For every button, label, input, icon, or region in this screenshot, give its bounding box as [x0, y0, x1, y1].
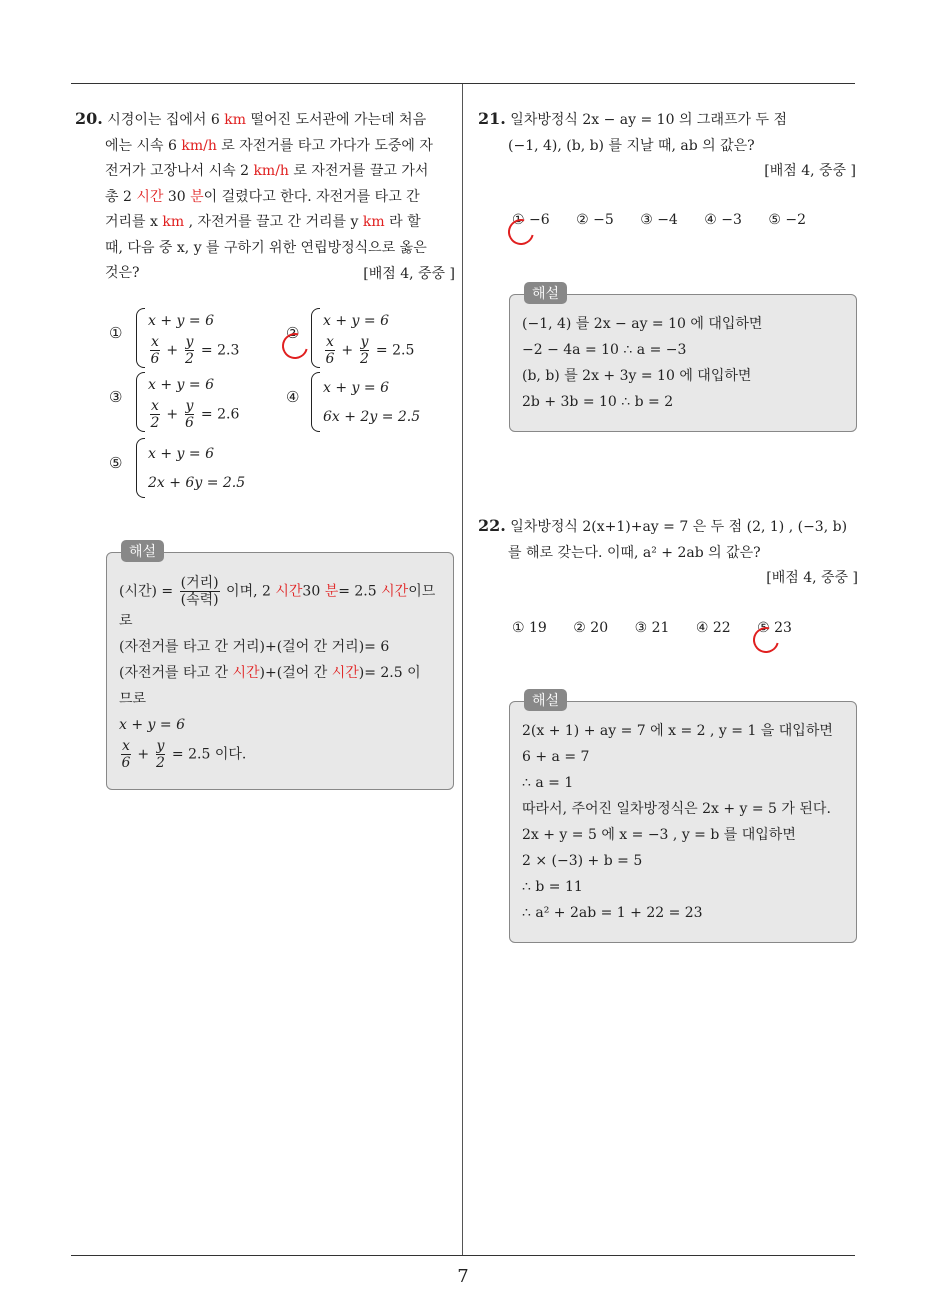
sol-line-7: $\frac{x}{6}$ + $\frac{y}{2}$ = 2.5 이다. — [121, 738, 247, 771]
q22-number: 22. — [478, 516, 506, 535]
sol-line-7: ∴ b = 11 — [522, 879, 583, 895]
q20-text-line: 거리를 x km , 자전거를 끌고 간 거리를 y km 라 할 — [105, 214, 421, 230]
sol-line-2: 6 + a = 7 — [522, 749, 590, 765]
sol-line-2: −2 − 4a = 10 ∴ a = −3 — [522, 342, 687, 358]
q20-solution-box — [106, 544, 454, 790]
q22-solution-box — [509, 693, 857, 943]
q20-choice-3-label[interactable]: ③ — [109, 388, 123, 406]
eq-2: $\frac{x}{2}$ + $\frac{y}{6}$ = 2.6 — [150, 398, 240, 431]
q21-text-2: (−1, 4), (b, b) 를 지날 때, ab 의 값은? — [508, 137, 755, 154]
sol-line-1: (−1, 4) 를 2x − ay = 10 에 대입하면 — [522, 316, 763, 332]
brace — [136, 438, 145, 498]
brace — [136, 372, 145, 432]
equations — [323, 308, 414, 367]
q21-number: 21. — [478, 109, 506, 128]
eq-1: x + y = 6 — [148, 313, 214, 329]
q20-choice-4-label[interactable]: ④ — [286, 388, 300, 406]
q21-choice-5[interactable]: ⑤ −2 — [768, 212, 807, 228]
sol-line-5: 므로 — [119, 691, 147, 707]
solution-tag: 해설 — [524, 282, 567, 304]
top-rule — [71, 83, 855, 84]
eq-1: x + y = 6 — [323, 380, 389, 396]
solution-tag: 해설 — [121, 540, 164, 562]
q22-score: [배점 4, 중중 ] — [766, 570, 858, 586]
sol-line-4: 2b + 3b = 10 ∴ b = 2 — [522, 394, 674, 410]
eq-1: x + y = 6 — [323, 313, 389, 329]
sol-line-4: 따라서, 주어진 일차방정식은 2x + y = 5 가 된다. — [522, 801, 831, 817]
q20-choice-5[interactable] — [136, 438, 256, 498]
eq-1: x + y = 6 — [148, 377, 214, 393]
eq-2: $\frac{x}{6}$ + $\frac{y}{2}$ = 2.5 — [325, 334, 415, 367]
q21-choice-3[interactable]: ③ −4 — [640, 212, 678, 228]
q20-text: 시경이는 집에서 6 km 떨어진 도서관에 가는데 처음 — [107, 112, 427, 128]
q20-number: 20. — [75, 109, 103, 128]
equations — [148, 372, 239, 431]
q21-solution-body — [522, 311, 846, 415]
q22-choice-2[interactable]: ② 20 — [573, 620, 609, 636]
page-number: 7 — [457, 1266, 469, 1287]
sol-line-2: 로 — [119, 613, 133, 629]
solution-tag: 해설 — [524, 689, 567, 711]
sol-line-6: x + y = 6 — [119, 717, 185, 733]
q20-text-line: 에는 시속 6 km/h 로 자전거를 타고 가다가 도중에 자 — [105, 137, 433, 154]
question-20 — [75, 106, 455, 287]
q20-choice-1[interactable] — [136, 308, 256, 368]
eq-2: 2x + 6y = 2.5 — [148, 475, 246, 491]
q20-score: [배점 4, 중중 ] — [363, 265, 455, 282]
q22-choice-4[interactable]: ④ 22 — [695, 620, 731, 636]
eq-2: 6x + 2y = 2.5 — [323, 409, 421, 425]
sol-line-3: (b, b) 를 2x + 3y = 10 에 대입하면 — [522, 368, 752, 384]
q22-choices — [512, 620, 814, 636]
sol-line-1: 2(x + 1) + ay = 7 에 x = 2 , y = 1 을 대입하면 — [522, 723, 833, 739]
equations — [148, 438, 245, 496]
question-21 — [478, 106, 856, 185]
q21-choices — [512, 212, 828, 228]
column-divider — [462, 84, 463, 1256]
q20-choice-2-label[interactable]: ② — [286, 324, 300, 342]
q20-choice-5-label[interactable]: ⑤ — [109, 454, 123, 472]
q22-line-1 — [478, 513, 858, 541]
bottom-rule — [71, 1255, 855, 1256]
q21-solution-box — [509, 286, 857, 432]
q20-text-line: 총 2 시간 30 분이 걸렸다고 한다. 자전거를 타고 간 — [105, 188, 420, 205]
sol-line-3: (자전거를 타고 간 거리)+(걸어 간 거리)= 6 — [119, 639, 390, 655]
sol-line-1: (시간) = $\frac{\text{(거리)}}{\text{(속력)}}$ 이며, 2 시간30 분= 2.5 시간이므 — [119, 575, 436, 608]
equations — [323, 372, 420, 430]
brace — [311, 308, 320, 368]
q21-choice-1[interactable]: ① −6 — [512, 212, 550, 228]
q22-choice-5[interactable]: ⑤ 23 — [757, 620, 792, 636]
sol-line-3: ∴ a = 1 — [522, 775, 574, 791]
q22-choice-1[interactable]: ① 19 — [512, 620, 547, 636]
q22-text-1: 일차방정식 2(x+1)+ay = 7 은 두 점 (2, 1) , (−3, b) — [510, 519, 848, 535]
sol-line-5: 2x + y = 5 에 x = −3 , y = b 를 대입하면 — [522, 827, 796, 843]
equations — [148, 308, 239, 367]
sol-line-6: 2 × (−3) + b = 5 — [522, 853, 643, 869]
q20-solution-body — [119, 575, 443, 771]
q22-choice-3[interactable]: ③ 21 — [634, 620, 670, 636]
q20-choice-2[interactable] — [311, 308, 431, 368]
q20-text-line: 전거가 고장나서 시속 2 km/h 로 자전거를 끌고 가서 — [105, 163, 429, 179]
q20-choice-4[interactable] — [311, 372, 431, 432]
q22-text-2: 를 해로 갖는다. 이때, a² + 2ab 의 값은? — [508, 544, 761, 561]
q22-solution-body — [522, 718, 846, 926]
sol-line-8: ∴ a² + 2ab = 1 + 22 = 23 — [522, 905, 703, 921]
q20-choice-3[interactable] — [136, 372, 256, 432]
q21-text-1: 일차방정식 2x − ay = 10 의 그래프가 두 점 — [510, 112, 787, 128]
question-22 — [478, 513, 858, 592]
q20-text-line: 때, 다음 중 x, y 를 구하기 위한 연립방정식으로 옳은 — [105, 239, 427, 256]
eq-2: $\frac{x}{6}$ + $\frac{y}{2}$ = 2.3 — [150, 334, 240, 367]
q21-choice-4[interactable]: ④ −3 — [704, 212, 742, 228]
eq-1: x + y = 6 — [148, 446, 214, 462]
q21-line-1 — [478, 106, 856, 134]
brace — [136, 308, 145, 368]
q20-text-line: 것은? — [105, 265, 140, 281]
q20-line-1 — [75, 106, 455, 134]
sol-line-4: (자전거를 타고 간 시간)+(걸어 간 시간)= 2.5 이 — [119, 665, 421, 681]
q21-choice-2[interactable]: ② −5 — [576, 212, 614, 228]
brace — [311, 372, 320, 432]
q21-score: [배점 4, 중중 ] — [764, 163, 856, 179]
q20-choice-1-label[interactable]: ① — [109, 324, 123, 342]
